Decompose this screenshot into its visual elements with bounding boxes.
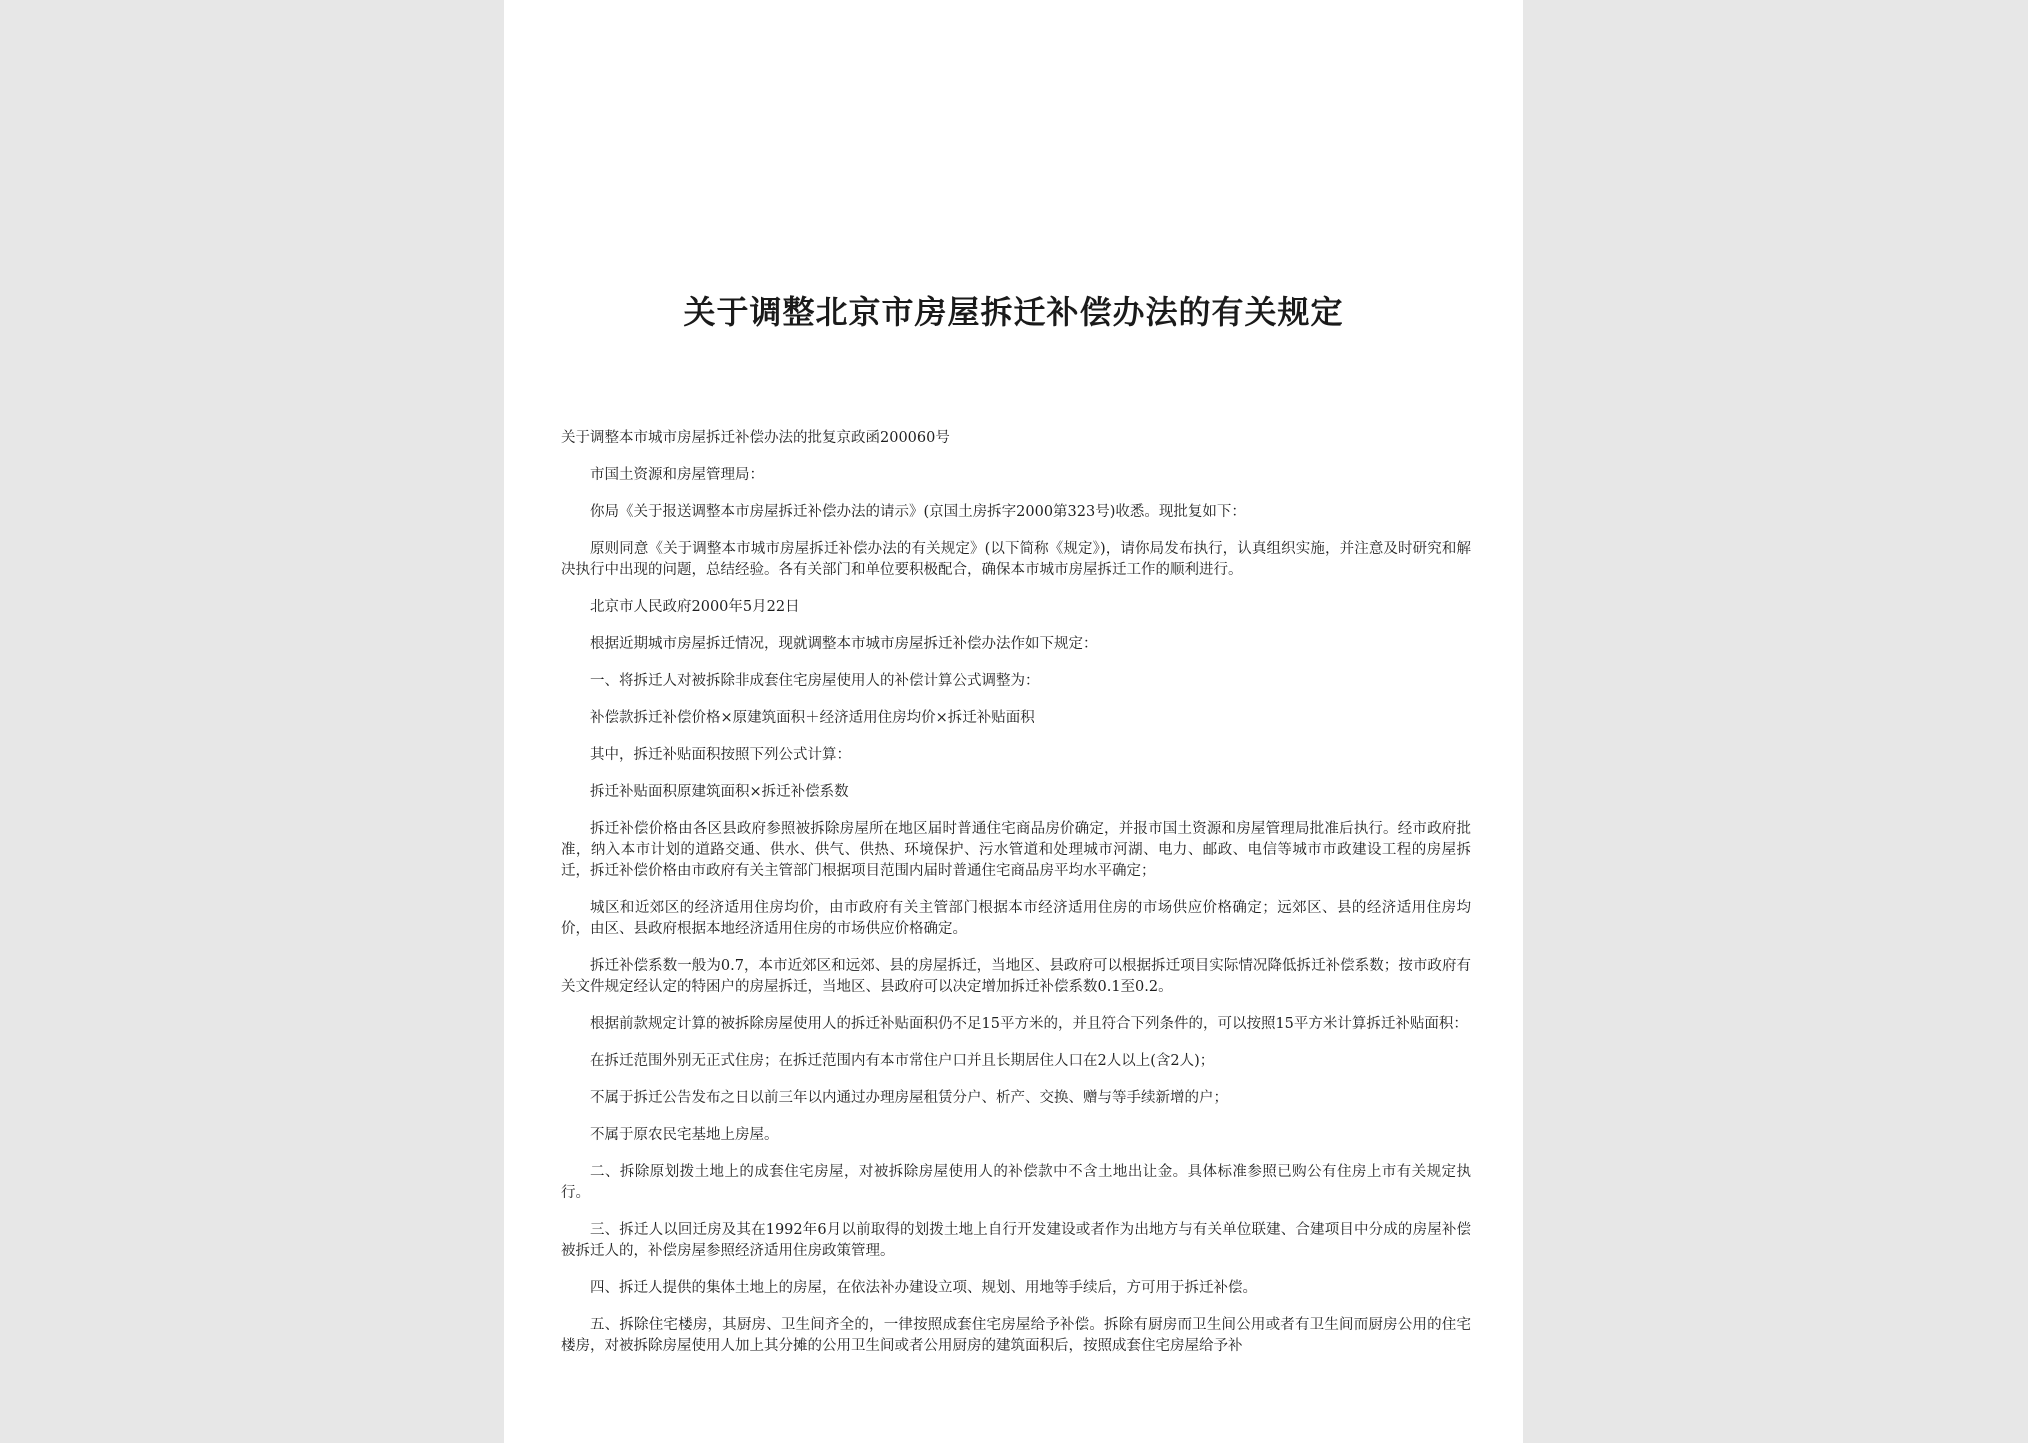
formula: 拆迁补贴面积原建筑面积×拆迁补偿系数 xyxy=(590,784,849,800)
paragraph: 拆迁补偿系数一般为0.7，本市近郊区和远郊、县的房屋拆迁，当地区、县政府可以根据拆迁项目实际情况降低拆迁补偿系数；按市政府有关文件规定经认定的特困户的房屋拆迁，当地区、县政府可以决定增加拆迁补偿系数0.1至0.2。 xyxy=(561,958,1471,995)
addressee: 市国土资源和房屋管理局： xyxy=(590,467,764,483)
section-heading: 一、将拆迁人对被拆除非成套住宅房屋使用人的补偿计算公式调整为： xyxy=(590,673,1040,689)
section-paragraph: 三、拆迁人以回迁房及其在1992年6月以前取得的划拨土地上自行开发建设或者作为出地方与有关单位联建、合建项目中分成的房屋补偿被拆迁人的，补偿房屋参照经济适用住房政策管理。 xyxy=(561,1222,1471,1259)
paragraph: 其中，拆迁补贴面积按照下列公式计算： xyxy=(590,747,851,763)
document-page xyxy=(504,0,1523,1443)
paragraph: 城区和近郊区的经济适用住房均价，由市政府有关主管部门根据本市经济适用住房的市场供应价格确定；远郊区、县的经济适用住房均价，由区、县政府根据本地经济适用住房的市场供应价格确定。 xyxy=(561,900,1471,937)
reply-heading: 关于调整本市城市房屋拆迁补偿办法的批复京政函200060号 xyxy=(561,430,950,446)
document-body xyxy=(561,428,1471,1373)
paragraph: 你局《关于报送调整本市房屋拆迁补偿办法的请示》(京国土房拆字2000第323号)收悉。现批复如下： xyxy=(590,504,1246,520)
paragraph: 根据近期城市房屋拆迁情况，现就调整本市城市房屋拆迁补偿办法作如下规定： xyxy=(590,636,1098,652)
paragraph: 根据前款规定计算的被拆除房屋使用人的拆迁补贴面积仍不足15平方米的，并且符合下列条件的，可以按照15平方米计算拆迁补贴面积： xyxy=(590,1016,1468,1032)
section-paragraph: 四、拆迁人提供的集体土地上的房屋，在依法补办建设立项、规划、用地等手续后，方可用于拆迁补偿。 xyxy=(590,1280,1257,1296)
condition-item: 不属于拆迁公告发布之日以前三年以内通过办理房屋租赁分户、析产、交换、赠与等手续新增的户； xyxy=(590,1090,1228,1106)
section-paragraph: 二、拆除原划拨土地上的成套住宅房屋，对被拆除房屋使用人的补偿款中不含土地出让金。具体标准参照已购公有住房上市有关规定执行。 xyxy=(561,1164,1471,1201)
condition-item: 不属于原农民宅基地上房屋。 xyxy=(590,1127,779,1143)
paragraph: 原则同意《关于调整本市城市房屋拆迁补偿办法的有关规定》(以下简称《规定》)，请你局发布执行，认真组织实施，并注意及时研究和解决执行中出现的问题，总结经验。各有关部门和单位要积极配合，确保本市城市房屋拆迁工作的顺利进行。 xyxy=(561,541,1471,578)
condition-item: 在拆迁范围外别无正式住房；在拆迁范围内有本市常住户口并且长期居住人口在2人以上(含2人)； xyxy=(590,1053,1215,1069)
section-paragraph: 五、拆除住宅楼房，其厨房、卫生间齐全的，一律按照成套住宅房屋给予补偿。拆除有厨房而卫生间公用或者有卫生间而厨房公用的住宅楼房，对被拆除房屋使用人加上其分摊的公用卫生间或者公用厨房的建筑面积后，按照成套住宅房屋给予补 xyxy=(561,1317,1471,1354)
document-title: 关于调整北京市房屋拆迁补偿办法的有关规定 xyxy=(683,293,1344,331)
formula: 补偿款拆迁补偿价格×原建筑面积＋经济适用住房均价×拆迁补贴面积 xyxy=(590,710,1035,726)
signature-date: 北京市人民政府2000年5月22日 xyxy=(590,599,800,615)
paragraph: 拆迁补偿价格由各区县政府参照被拆除房屋所在地区届时普通住宅商品房价确定，并报市国土资源和房屋管理局批准后执行。经市政府批准，纳入本市计划的道路交通、供水、供气、供热、环境保护、污水管道和处理城市河湖、电力、邮政、电信等城市市政建设工程的房屋拆迁，拆迁补偿价格由市政府有关主管部门根据项目范围内届时普通住宅商品房平均水平确定； xyxy=(561,821,1471,879)
